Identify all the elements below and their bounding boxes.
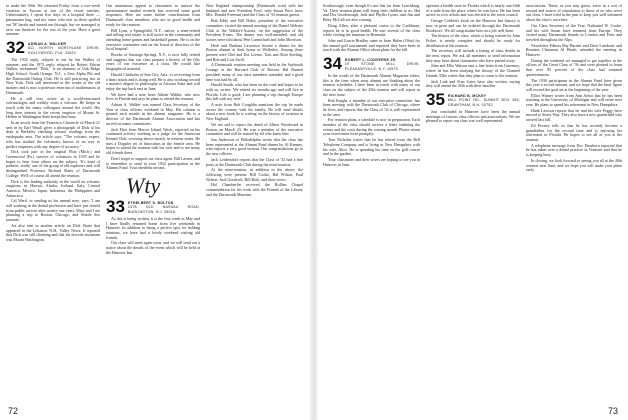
column-2	[106, 4, 200, 403]
paragraph: Harold Chisholm of Sun City, Ariz., is recovering from a heart attack and is doing well. He is also working toward a master's degree in philosophy at Arizona State and will enjoy the trip back east in June.	[106, 71, 200, 91]
paragraph: Cal Ward, in sending us his annual note, says: 'I am still working in the dental profession and have just retired from public service after twenty-one years. Mary and I are planning a trip to Boston, Chicago, and Seattle this summer.'	[6, 198, 100, 223]
paragraph: Adrian A. Walker was named Class Secretary of the Year at class officers weekend in May. His column is printed each month in the alumni magazine. He is a director of the Dartmouth Alumni Association and has served on many committees.	[106, 102, 200, 126]
class-entry-32	[6, 37, 100, 57]
paragraph: Hal Chamberlin received the Rollins Chapel commendation for his work with the Friends of the Library and the Dartmouth Museum.	[206, 182, 303, 197]
paragraph: Just concluded in Hanover have been the annual meetings of various class officers and associations. We are pleased to report our class was well represented.	[426, 108, 520, 124]
page-number-left: 72	[8, 406, 19, 416]
column-4	[323, 4, 420, 403]
secretary-street: 19 STONE MILL DRIVE, PLEASANTVILLE, N.Y. 10570	[344, 62, 420, 71]
paragraph: John and Gracie Bradley came in from Helen (Ohio) for the annual golf tournament and reported they have been in touch with the Alumni Office about plans for the fall.	[323, 37, 420, 53]
paragraph: The 1936 participants in the Alumni Fund have given this year a record amount, and we hope that the final figure will exceed the goal set at the beginning of the year.	[526, 77, 622, 92]
paragraph: operates a health store in Florida which is nearly one-fifth of a mile from the place where he was born. He has been active in civic affairs and was elected to the town council.	[426, 4, 520, 18]
class-year-number: 33	[106, 196, 125, 216]
paragraph: Our unanimous appeal to classmates to answer the questionnaire mailed recently has received some good responses. Here are some further contributions from Dartmouth class members who are in good health and ready for the reunion.	[106, 4, 200, 27]
secretary-street: 811 NORTH NORTHLAKE DRIVE, HOLLYWOOD, FLA. 33020	[27, 46, 100, 55]
paragraph: Herb and Barbara Lawrence hosted a dinner for the Boston alumni at their home in Wellesley. Among those present were Chet and Dot Lorenz, Tom and Alice Keeling, and Bob and Lois Swift.	[206, 42, 303, 62]
secretary-name: RICHARD B. MCKEY	[447, 93, 487, 98]
paragraph: As this is being written, it is the first week in May and I have finally returned home from five weekends in Hanover. In addition to being a perfect spot for holding reunions, we have had a lovely weekend visiting old friends.	[106, 215, 200, 240]
paragraph: Doug Allen, after a pleasant cruise to the Caribbean, reports he is in good health. He met several of the class while visiting the museum in Bermuda.	[323, 22, 420, 38]
paragraph: Harold Smith, who has been on the road and hopes to be with us, writes: 'We retired six months ago and will live in Florida. Life is good; I am planning a trip through Europe this fall with my wife.'	[206, 82, 303, 102]
paragraph: Don't forget to support our class agent, Bill Lassen, and to remember to send in your 1932 participation in the Alumni Fund. Your obedient servant,	[106, 155, 200, 171]
paragraph: Scarborough, even though it's not that far from Lynchburg, Va. Their reunion plans will bring their children to us. Hal and Dot Goodenough, Jack and Phyllis Lyons, and Jim and Betty McCall are also coming.	[323, 4, 420, 23]
paragraph: We have had a note from Adrian Walker, who now lives in Florida and says he plans to attend the reunion.	[106, 91, 200, 102]
paragraph: He is still very active as a world-renowned volcanologist and weekly visits a volcano. He keeps in touch with his many colleagues around the world. His long time interest in the recent eruption of Mount St. Helens in Washington State keeps him busy.	[6, 95, 100, 120]
secretary-address	[28, 40, 100, 55]
paragraph: Tom Nicholas writes that he has retired from the Bell Telephone Company and is living in New Hampshire with his wife, Alice. He is spending his time on the golf course and in the garden.	[323, 137, 420, 157]
paragraph: Bob Knight, a member of our executive committee, has been meeting with the Dartmouth Club of Chicago, where he lives, and reports that the Class of '34 is well represented in the area.	[323, 97, 420, 117]
secretary-name: ROBERT L. CONVERSE JR.	[344, 58, 397, 63]
paragraph: Hank Lawson reports that he and his wife Peggy have moved to Stony Way. They also have a new grandchild who arrived last fall.	[526, 107, 622, 123]
class-entry-34	[323, 56, 420, 72]
secretary-street: MILL POINT RD., SUMMIT BOX 265, GRANTHAM, N.H. 03753	[447, 98, 520, 107]
column-3	[206, 4, 303, 403]
paragraph: Newsletter Editors Ray Barnett and Dave Lamborn, and Reunion Chairman Al Heath, attended the meeting in Hanover.	[526, 42, 622, 58]
secretary-address	[128, 199, 200, 214]
paragraph: In an article from the Francisco Chronicle of March 21 sent in by Earl Wasili gives a photograph of Dick at his desk at Berkeley checking seismic readings from the earthquake area. The article says, "The volcanic expert, who has studied the volcanoes, knows of no way to predict eruptions with any degree of accuracy."	[6, 120, 100, 149]
paragraph: A telephone message from Doc Dearborn reported that he has taken over a dental practice in Vermont and that he is keeping busy.	[526, 142, 622, 158]
paragraph: Bill Lynn, a Springfield, N.Y., native, a semi-retired and selling real estate, is still active in the community and attending home games and basketball games. He is on the executive committee and on the board of directors of the local hospital.	[106, 27, 200, 52]
secretary-address	[345, 56, 420, 71]
paragraph: New England championship (Dartmouth won) with her husband and new President Ford, with Susan Price (now Mrs. Donald Freeman) and the Class of '33 reunion guests.	[206, 4, 303, 18]
class-year-number: 34	[323, 54, 342, 74]
paragraph: During the weekend we managed to get together in the offices of the Great Class of '36 and were pleased to learn that over 85 percent of the class had returned questionnaires.	[526, 57, 622, 77]
paragraph: to make the 50th. We returned Friday from a two-week vacation in Tucson at one of the resort ranches. Unfortunately, I spent five days in a hospital there — pneumonia bug, and my sister who met us there spelled out 'M' hassle and nursed me through, but we managed to save our finances for the rest of the year. Have a great summer.	[6, 4, 100, 37]
paragraph: Our Class Secretary of the Year, Nathaniel W. Cooke, and his wife Susan have returned from Europe. They visited many Dartmouth friends in London and Paris and traveled throughout the Alps.	[526, 22, 622, 42]
center-gutter	[310, 0, 318, 420]
paragraph: At the mini-reunion, in addition to the above, the following were present: Bill Cooke, Hal Wilson, Paul Nelson, Jack Goodrich, Bill Roth, and their wives.	[206, 167, 303, 182]
class-entry-33	[106, 196, 200, 216]
column-1	[6, 4, 100, 403]
page-number-right: 73	[608, 406, 619, 416]
paragraph: John and Ellie Watson sent a fine letter from Guernsey, where he has been studying the history of the Channel Islands. Ellie writes that they plan to come to the reunion.	[426, 63, 520, 78]
paragraph: The history of the class, which is being written by John Fisher, is nearly complete and should be ready for distribution at the reunion.	[426, 33, 520, 48]
paragraph: A Dartmouth reunion meeting was held in the Saybrook Lounge at the Harvard Club of Boston. Hal Barnett presided; many of our class members attended, and a good time was had by all.	[206, 62, 303, 82]
class-year-number: 35	[426, 89, 445, 109]
secretary-street: 1378 OLD NASSAU ROAD, BURLINGTON, N.J. 08016	[127, 205, 200, 214]
paragraph: A note from Bob Coughlin mentions the trip he made across the country with his family. He will send details about a new book he is writing on the history of aviation in New England.	[206, 102, 303, 122]
paragraph: Jack Leidersdorf reports that the Class of '33 had a fine party at the Dartmouth Club during the mini-reunion.	[206, 156, 303, 167]
paragraph: Your classmates and their wives are hoping to see you in Hanover in June.	[323, 156, 420, 167]
column-6	[526, 4, 622, 403]
class-entry-35	[426, 89, 520, 109]
column-5	[426, 4, 520, 403]
paragraph: Bob Eddy and Bill Daley, president of the executive committee, visited the annual meeting of the Daniel Webster Club at the Waldorf-Astoria, on the suggestion of the President Evans. The dinner was well-attended, and old stories were told about Pete Carmichael and John Morrison.	[206, 18, 303, 42]
paragraph: The secretary will include a listing of class deaths in the next report. We ask all members to send information they may have about classmates who have passed away.	[426, 48, 520, 63]
paragraph: Jim Anderson of Philadelphia writes that the class has been represented at the Alumni Fund dinner by Al Kenney, who reports a very good turnout. Our congratulations go to the new officers.	[206, 136, 303, 157]
secretary-address	[448, 92, 520, 107]
paragraph: Art also sent in another article on Dick Slater that appeared in the Lebanon, N.H., Valley News. It reported that Dick was still climbing and that his favorite mountain was Mount Washington.	[6, 222, 100, 242]
paragraph: Ed Pevney tells us that he has recently become a grandfather for the second time and is enjoying his retirement in Florida. He hopes to see all of you at the reunion.	[526, 122, 622, 142]
paragraph: For reunion plans, a schedule is now in preparation. Each member of the class should receive a letter outlining the events and the costs during the coming month. Please return your reservation form promptly.	[323, 117, 420, 137]
paragraph: Jack Link and Fran Gates have also written, saying they will attend the 45th with their families.	[426, 78, 520, 89]
paragraph: Dick took part in the original Flint (Mich.) and Greenwood (Pa.) surveys of volcanoes in 1935 and he hopes to hear from others on the subject. 'It's kind of pathetic, really,' one of the group of old explorers and, still distinguished Professor Richard Slater of Dartmouth College. We'll of course all attend the reunion.	[6, 149, 100, 178]
paragraph: Our class will meet again soon, and we will send out a notice about the details of the event which will be held at the Hanover Inn.	[106, 240, 200, 255]
paragraph: Jack Eliot from Mercer Island, Wash., reported on his continued activity working as a judge for the American Kennel Club, covering shows mostly in western states. He uses a Doppler set of binoculars in the Seattle area. He hopes to attend the reunion with his wife and to see many old friends there.	[106, 126, 200, 156]
paragraph: Elliot Warner writes from Ann Arbor that he has been teaching at the University of Michigan and will retire next year. He plans to spend his retirement in New Hampshire.	[526, 92, 622, 108]
paragraph: George Cobbett's book on the Hanover Inn history is now in print and can be ordered through the Dartmouth Bookstore. We all congratulate him on a job well done.	[426, 18, 520, 33]
secretary-name: ETHELBERT S. BOLTON	[127, 200, 174, 205]
paragraph: The 1932 reply, relayed to me by the Walker of summer, and the 1972 reply, relayed by Robert Edwin Walker, nicknamed "Dick," is an alumnus of Oak Ridge High School, South Orange, N.J., a Zeta Alpha Phi and the Dartmouth Outing Club. He is still practicing law in New York. Dick still interested in the works of the old masters and is now a professor emeritus of mathematics at Dartmouth.	[6, 56, 100, 95]
secretary-name: ADRIAN A. WALKER	[27, 41, 67, 46]
paragraph: associations. These, as you may guess, serve as a sort of reward and source of stimulation to those of us who serve our class. I have tried in the past to keep you well informed about the class's activities.	[526, 4, 622, 23]
handwritten-signature: Wty	[126, 172, 161, 198]
paragraph: In the words of the Dartmouth Alumni Magazine editor, this is the time when most alumni are thinking about the reunion schedules. I have been in touch with many of our class on the subject of the 45th reunion and will report in the next issue.	[323, 73, 420, 97]
paragraph: Dick is the leading authority in the world on volcanic eruptions in Hawaii, Alaska, Iceland, Italy, Central America, Mexico, Japan, Indonesia, the Philippines and Antarctica.	[6, 178, 100, 198]
class-year-number: 32	[6, 37, 25, 57]
paragraph: Brooks of Saratoga Springs, N.Y., is now fully retired and suggests that our class prepare a history of the fifty years of our existence as a class. He would like biographical material.	[106, 52, 200, 72]
paragraph: We are sad to report the death of Albert Woodward in Boston on March 23. He was a member of the executive committee and will be missed by all who knew him.	[206, 121, 303, 137]
paragraph: In closing, we look forward to seeing you all at the 40th reunion next June, and we hope you will make your plans early.	[526, 157, 622, 173]
